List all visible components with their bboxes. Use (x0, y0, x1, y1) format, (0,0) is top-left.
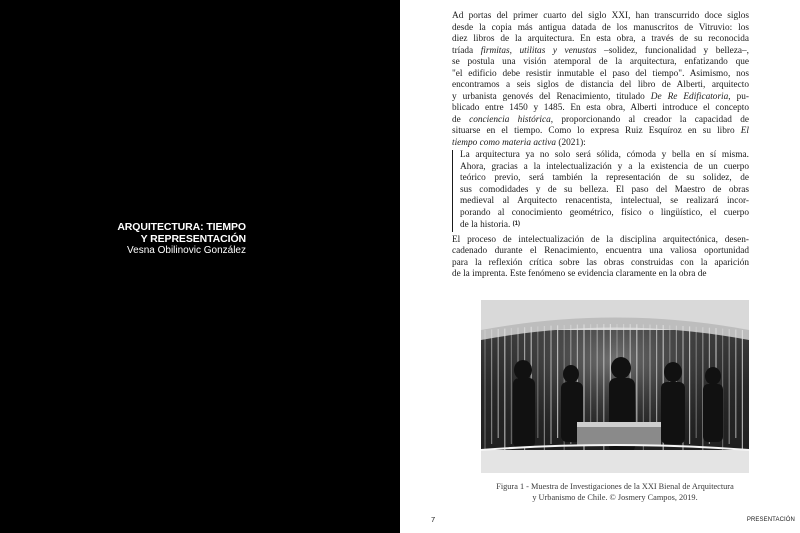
text-line: de conciencia histórica, proporcionando al creador la capacidad de (452, 114, 749, 125)
chapter-title-line: Y REPRESENTACIÓN (140, 232, 246, 245)
text-line: desde la copia más antigua datada de los manuscritos de Vitruvio: los (452, 22, 749, 33)
text-line: sus comodidades y de su belleza. El paso del Maestro de obras (460, 184, 749, 195)
text-line: El proceso de intelectualización de la disciplina arquitectónica, desen- (452, 234, 749, 245)
text-line: cadenado durante el Renacimiento, encuentra una valiosa oportunidad (452, 246, 749, 256)
text-line: blicado entre 1450 y 1485. En esta obra, Alberti introduce el concepto (452, 103, 749, 113)
exhibition-photo (481, 300, 749, 473)
text-line: teórico previo, será también la representación de su solidez, de (460, 173, 749, 183)
text-line: situarse en el tiempo. Como lo expresa Ruiz Esquíroz en su libro El (452, 126, 749, 136)
text-line: La arquitectura ya no solo será sólida, cómoda y bella en sí misma. (460, 150, 749, 160)
text-line: tríada firmitas, utilitas y venustas –solidez, funcionalidad y belleza–, (452, 45, 749, 56)
text-line: tiempo como materia activa (2021): (452, 137, 586, 148)
text-line: "el edificio debe resistir inmutable el paso del tiempo". Asimismo, nos (452, 68, 749, 79)
text-line: se postula una visión atemporal de la arquitectura, enfatizando que (452, 57, 749, 67)
page-number: 7 (431, 515, 436, 524)
body-text (452, 11, 749, 281)
text-line: medieval al Arquitecto renacentista, intelectual, se realizará incor- (460, 196, 749, 206)
author-name: Vesna Obilinovic González (127, 245, 246, 256)
text-line: para la reflexión crítica sobre las obras construidas con la aparición (452, 257, 749, 268)
caption-line: Figura 1 - Muestra de Investigaciones de la XXI Bienal de Arquitectura (496, 482, 734, 491)
paragraph (452, 11, 749, 149)
paragraph (452, 235, 749, 281)
text-line: diez libros de la arquitectura. En esta obra, a través de su reconocida (452, 34, 749, 44)
text-line: de la historia. $^{(1)}$ (460, 220, 521, 230)
text-line: de la imprenta. Este fenómeno se evidencia claramente en la obra de (452, 269, 707, 279)
caption-line: y Urbanismo de Chile. © Josmery Campos, 2019. (532, 492, 698, 502)
exhibition-photo-graphic (481, 300, 749, 473)
right-page (400, 0, 800, 533)
text-line: encontramos a seis siglos de distancia del libro de Alberti, arquitecto (452, 80, 749, 90)
text-line: Ad portas del primer cuarto del siglo XXI, han transcurrido doce siglos (452, 11, 749, 21)
footnote-marker: (1) (512, 221, 521, 227)
chapter-title-line: ARQUITECTURA: TIEMPO (117, 221, 246, 233)
text-line: Ahora, gracias a la intelectualización y a la existencia de un cuerpo (460, 161, 749, 172)
chapter-title (98, 222, 246, 245)
text-line: y urbanista genovés del Renacimiento, titulado De Re Edificatoria, pu- (452, 91, 749, 102)
text-line: porando al conocimiento geométrico, físico o lingüístico, el cuerpo (460, 207, 749, 218)
block-quote (452, 150, 749, 232)
figure-caption (460, 482, 770, 503)
running-head: PRESENTACIÓN (746, 517, 795, 523)
